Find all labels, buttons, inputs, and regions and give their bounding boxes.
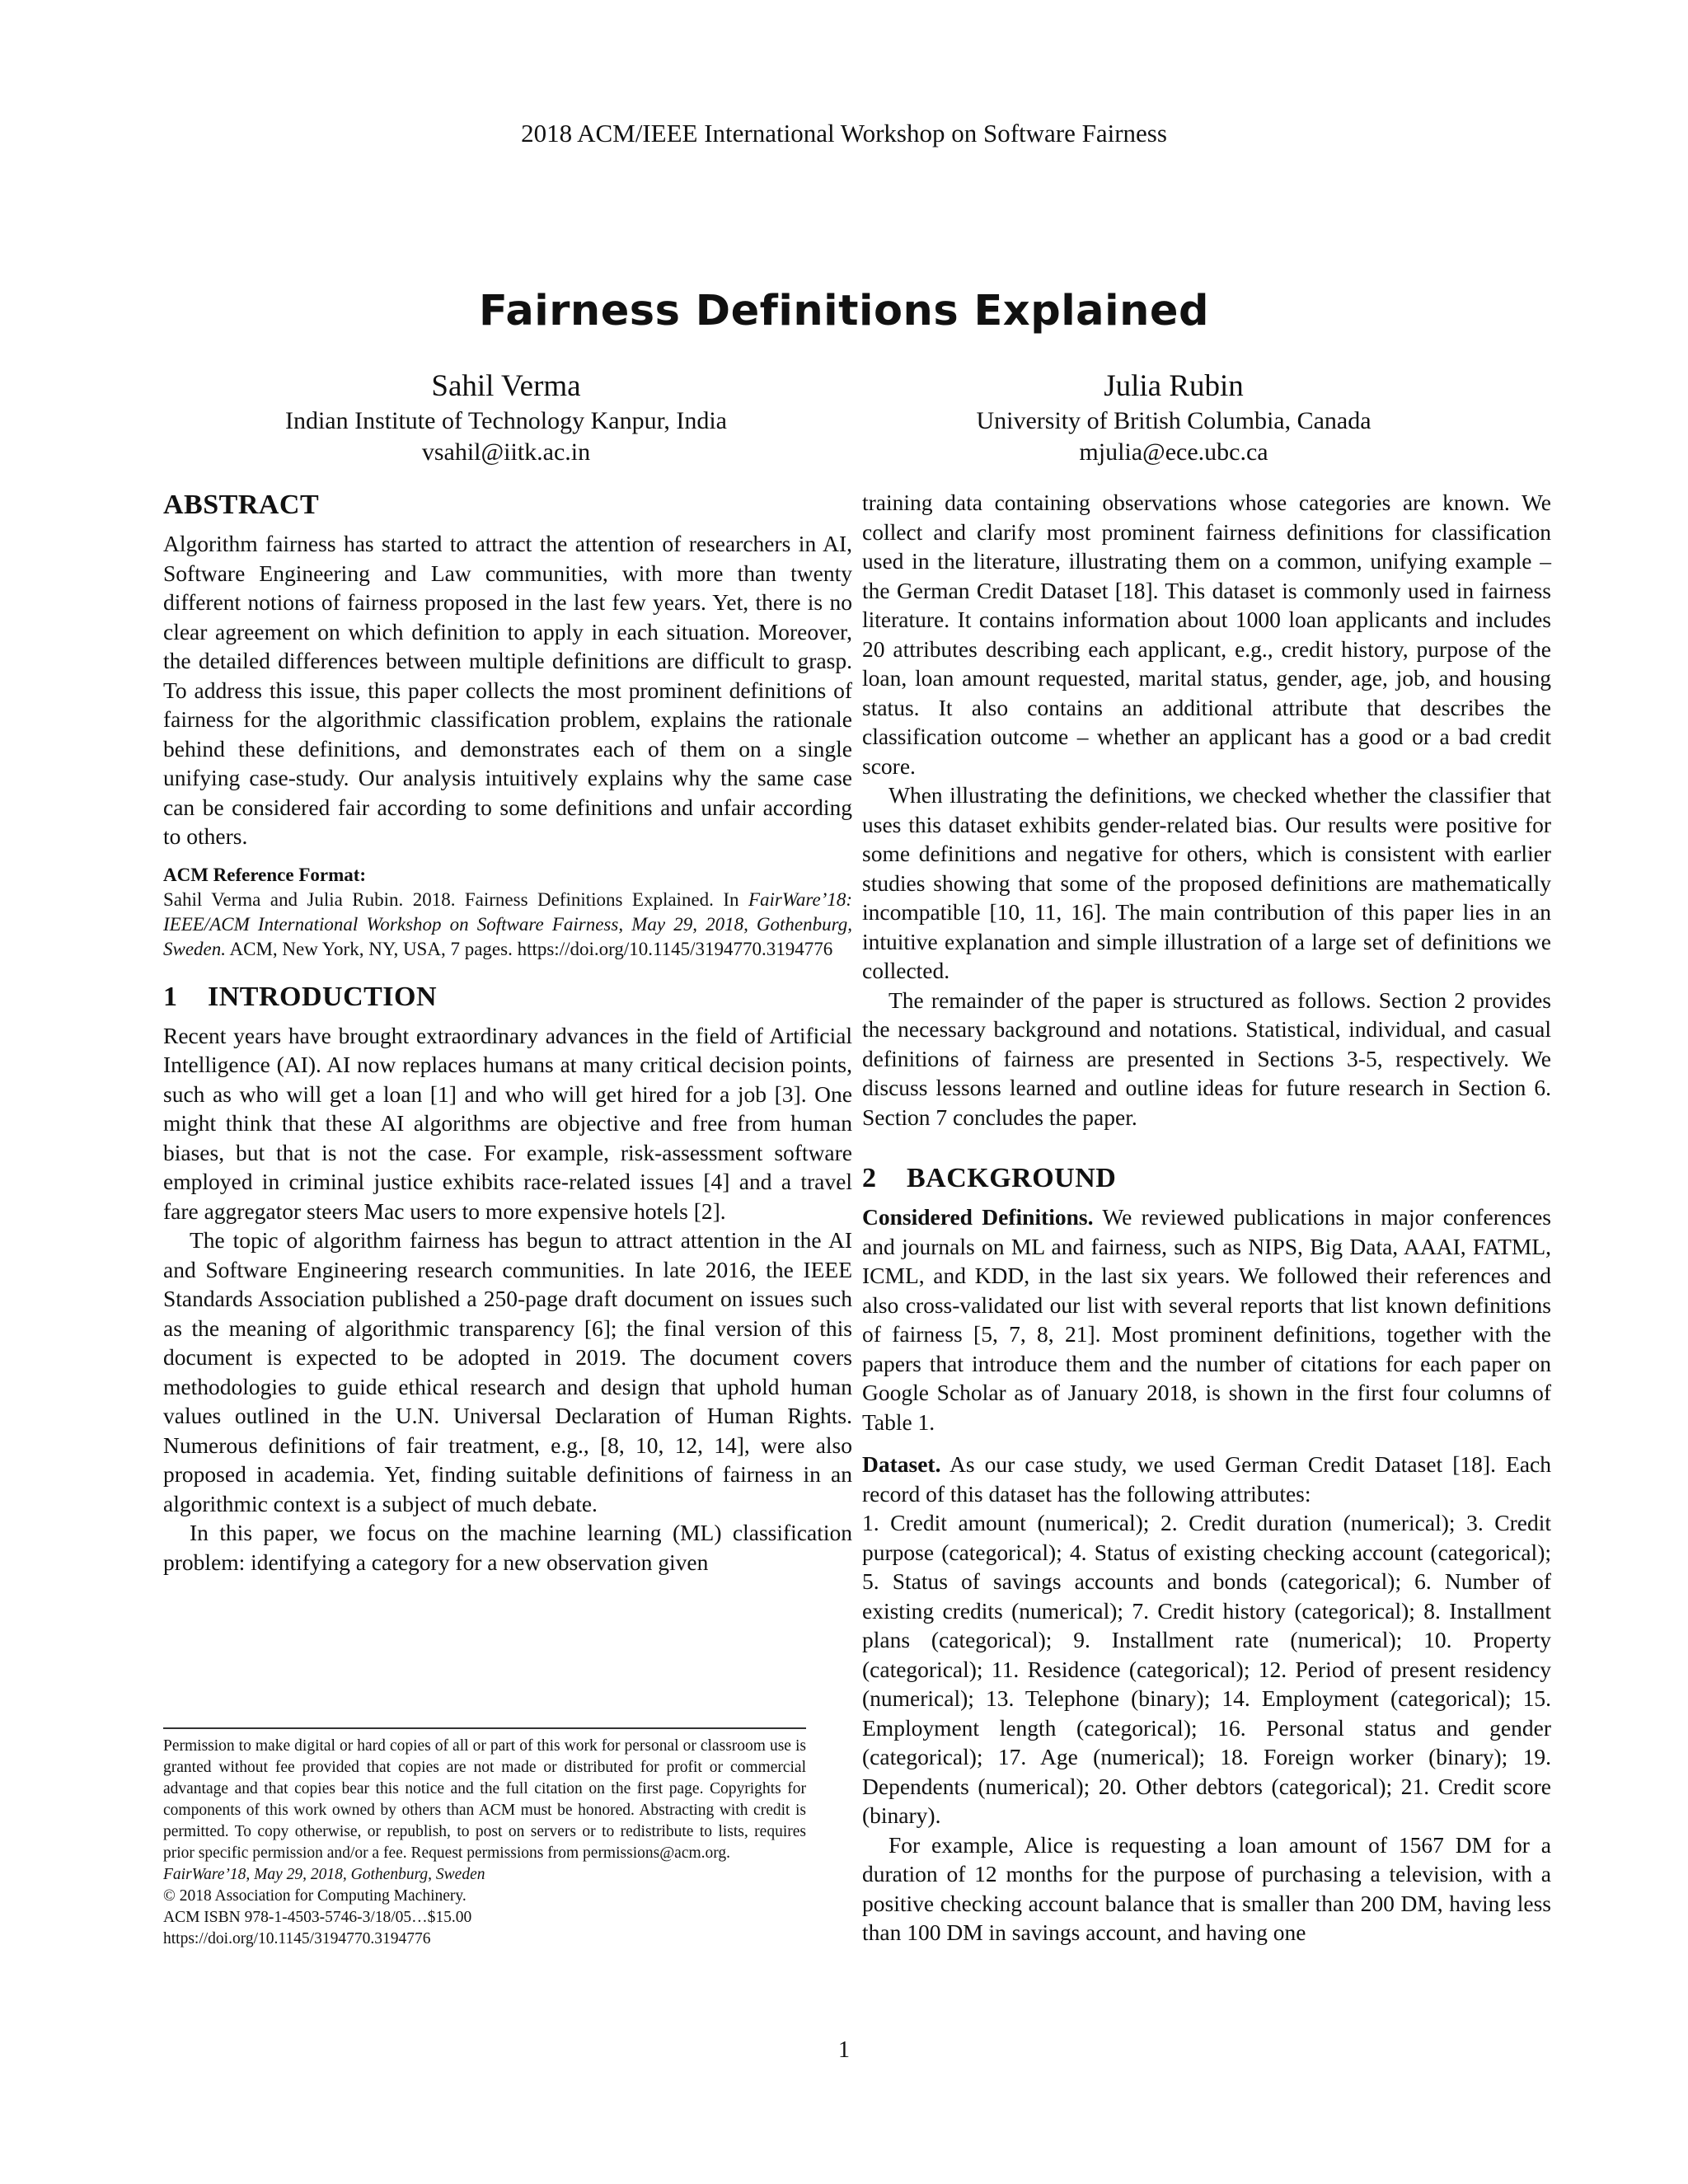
conference-line: FairWare’18, May 29, 2018, Gothenburg, Sweden xyxy=(163,1866,485,1883)
paper-title: Fairness Definitions Explained xyxy=(479,287,1209,335)
copyright-footnote xyxy=(163,1736,806,1950)
acm-reference-text xyxy=(163,888,852,962)
background-dataset-paragraph xyxy=(862,1450,1551,1508)
abstract-heading: ABSTRACT xyxy=(163,490,320,520)
author-affiliation: Indian Institute of Technology Kanpur, India xyxy=(284,407,727,434)
run-in-heading: Considered Definitions. xyxy=(862,1204,1094,1230)
page-number: 1 xyxy=(838,2037,850,2063)
author-block xyxy=(168,368,844,468)
author-email: mjulia@ece.ubc.ca xyxy=(1079,438,1268,466)
acm-reference-part: ACM, New York, NY, USA, 7 pages. https://doi.org/10.1145/3194770.3194776 xyxy=(226,938,833,959)
section-number: 1 xyxy=(163,981,178,1012)
paragraph-text: As our case study, we used German Credit Dataset [18]. Each record of this dataset has the following attributes: xyxy=(862,1451,1551,1507)
doi-link[interactable]: https://doi.org/10.1145/3194770.3194776 xyxy=(163,1930,431,1947)
intro-paragraph: Recent years have brought extraordinary advances in the field of Artificial Intelligence (AI). AI now replaces humans at many critical decision points, such as who will get a loan [1] and who will get hired for a job [3]. One might think that these AI algorithms are objective and free from human biases, but that is not the case. For example, risk-assessment software employed in criminal justice exhibits race-related issues [4] and a travel fare aggregator steers Mac users to more expensive hotels [2]. xyxy=(163,1022,852,1224)
intro-paragraph: The topic of algorithm fairness has begun to attract attention in the AI and Software Engineering research communities. In late 2016, the IEEE Standards Association published a 250-page draft document on issues such as the meaning of algorithmic transparency [6]; the final version of this document is expected to be adopted in 2019. The document covers methodologies to guide ethical research and design that uphold human values outlined in the U.N. Universal Declaration of Human Rights. Numerous definitions of fair treatment, e.g., [8, 10, 12, 14], were also proposed in academia. Yet, finding suitable definitions of fairness in an algorithmic context is a subject of much debate. xyxy=(163,1227,852,1516)
section-number: 2 xyxy=(862,1163,877,1193)
permission-notice: Permission to make digital or hard copies of all or part of this work for personal or classroom use is granted without fee provided that copies are not made or distributed for profit or commercial advantage and that copies bear this notice and the full citation on the first page. Copyrights for components of this work owned by others than ACM must be honored. Abstracting with credit is permitted. To copy otherwise, or republish, to post on servers or to redistribute to lists, requires prior specific permission and/or a fee. Request permissions from permissions@acm.org. xyxy=(163,1737,806,1862)
intro-paragraph: When illustrating the definitions, we checked whether the classifier that uses this dataset exhibits gender-related bias. Our results were positive for some definitions and negative for others, which is consistent with earlier studies showing that some of the proposed definitions are mathematically incompatible [10, 11, 16]. The main contribution of this paper lies in an intuitive explanation and simple illustration of a large set of definitions we collected. xyxy=(862,782,1551,983)
background-definitions-paragraph xyxy=(862,1202,1551,1436)
venue-header: 2018 ACM/IEEE International Workshop on Software Fairness xyxy=(521,119,1167,148)
author-email: vsahil@iitk.ac.in xyxy=(421,438,591,466)
attribute-list: 1. Credit amount (numerical); 2. Credit duration (numerical); 3. Credit purpose (categorical); 4. Status of existing checking account (categorical); 5. Status of savings accounts and bonds (categorical); 6. Number of existing credits (numerical); 7. Credit history (categorical); 8. Installment plans (categorical); 9. Installment rate (numerical); 10. Property (categorical); 11. Residence (categorical); 12. Period of present residency (numerical); 13. Telephone (binary); 14. Employment (categorical); 15. Employment length (categorical); 16. Personal status and gender (categorical); 17. Age (numerical); 18. Foreign worker (binary); 19. Dependents (numerical); 20. Other debtors (categorical); 21. Credit score (binary). xyxy=(862,1510,1551,1828)
section-heading-background xyxy=(862,1161,1551,1196)
section-title: BACKGROUND xyxy=(907,1163,1117,1193)
intro-paragraph: In this paper, we focus on the machine learning (ML) classification problem: identifying a category for a new observation given xyxy=(163,1520,852,1575)
example-paragraph: For example, Alice is requesting a loan amount of 1567 DM for a duration of 12 months for the purpose of purchasing a television, with a positive checking account balance that is smaller than 200 DM, having less than 100 DM in savings account, and having one xyxy=(862,1831,1551,1945)
copyright-line: © 2018 Association for Computing Machinery. xyxy=(163,1887,467,1905)
abstract-text: Algorithm fairness has started to attract the attention of researchers in AI, Software Engineering and Law communities, with more than twenty different notions of fairness proposed in the last few years. Yet, there is no clear agreement on which definition to apply in each situation. Moreover, the detailed differences between multiple definitions are difficult to grasp. To address this issue, this paper collects the most prominent definitions of fairness for the algorithmic classification problem, explains the rationale behind these definitions, and demonstrates each of them on a single unifying case-study. Our analysis intuitively explains why the same case can be considered fair according to some definitions and unfair according to others. xyxy=(163,531,852,849)
author-name: Julia Rubin xyxy=(1104,369,1244,403)
run-in-heading: Dataset. xyxy=(862,1451,941,1477)
intro-paragraph: The remainder of the paper is structured as follows. Section 2 provides the necessary background and notations. Statistical, individual, and casual definitions of fairness are presented in Sections 3-5, respectively. We discuss lessons learned and outline ideas for future research in Section 6. Section 7 concludes the paper. xyxy=(862,987,1551,1130)
section-title: INTRODUCTION xyxy=(208,981,438,1012)
author-affiliation: University of British Columbia, Canada xyxy=(976,407,1372,434)
right-column xyxy=(862,488,1551,1947)
intro-paragraph-continued: training data containing observations whose categories are known. We collect and clarify most prominent fairness definitions for classification used in the literature, illustrating them on a common, unifying example – the German Credit Dataset [18]. This dataset is commonly used in fairness literature. It contains information about 1000 loan applicants and includes 20 attributes describing each applicant, e.g., credit history, purpose of the loan, loan amount requested, marital status, gender, age, job, and housing status. It also contains an additional attribute that describes the classification outcome – whether an applicant has a good or a bad credit score. xyxy=(862,490,1551,779)
acm-reference-venue: FairWare’18: IEEE/ACM International Workshop on Software Fairness, May 29, 2018, Gothenburg, Sweden. xyxy=(163,888,852,959)
author-name: Sahil Verma xyxy=(431,369,581,403)
footnote-divider xyxy=(163,1727,806,1729)
left-column xyxy=(163,488,852,1577)
acm-reference-part: Sahil Verma and Julia Rubin. 2018. Fairness Definitions Explained. In xyxy=(163,888,748,910)
paragraph-text: We reviewed publications in major conferences and journals on ML and fairness, such as NIPS, Big Data, AAAI, FATML, ICML, and KDD, in the last six years. We followed their references and also cross-validated our list with several reports that list known definitions of fairness [5, 7, 8, 21]. Most prominent definitions, together with the papers that introduce them and the number of citations for each paper on Google Scholar as of January 2018, is shown in the first four columns of Table 1. xyxy=(862,1204,1551,1435)
isbn-line: ACM ISBN 978-1-4503-5746-3/18/05…$15.00 xyxy=(163,1909,472,1926)
author-block xyxy=(836,368,1512,468)
section-heading-introduction xyxy=(163,980,852,1015)
acm-reference-heading: ACM Reference Format: xyxy=(163,864,367,885)
